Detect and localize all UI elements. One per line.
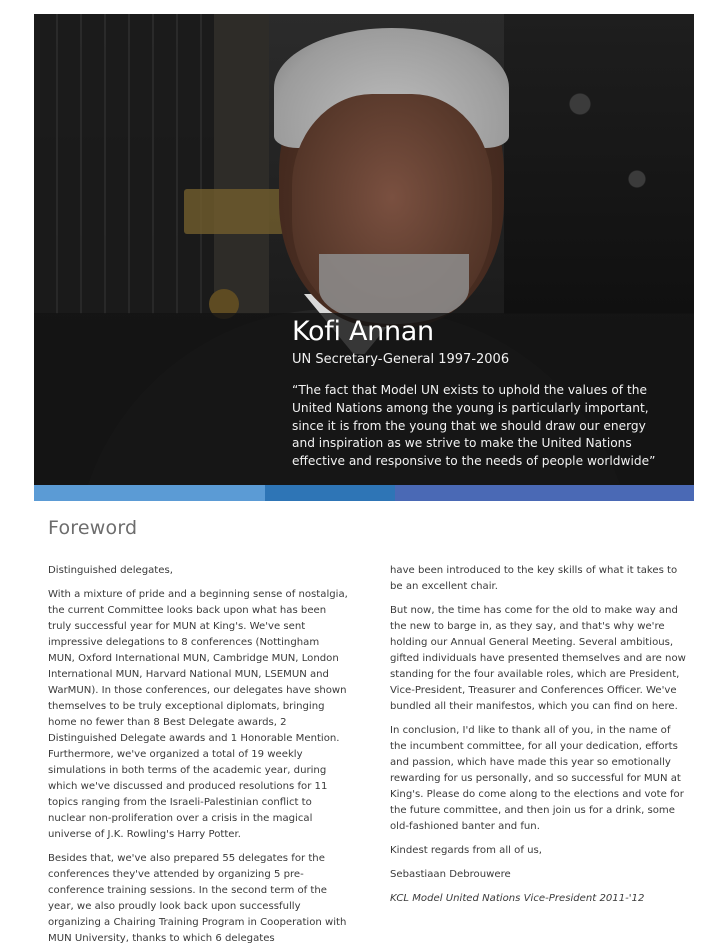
accent-stripe-dark: [395, 485, 694, 501]
left-column: [48, 563, 348, 943]
background-door-right: [504, 14, 694, 314]
person-role: UN Secretary-General 1997-2006: [292, 352, 510, 367]
paragraph: have been introduced to the key skills of what it takes to be an excellent chair.: [390, 565, 678, 592]
right-column: [390, 563, 690, 915]
paragraph: In conclusion, I'd like to thank all of you, in the name of the incumbent committee, for all your dedication, efforts and passion, which have made this year so emotionally rewarding for us personally, and so successful for MUN at King's. Please do come along to the elections and vote for the future committee, and then join us for a drink, some old-fashioned banter and fun.: [390, 725, 684, 832]
caption-text: [292, 313, 672, 471]
accent-stripe-light: [34, 485, 265, 501]
accent-stripe-mid: [265, 485, 395, 501]
background-pillar: [214, 14, 269, 314]
signature-title: KCL Model United Nations Vice-President 2011-'12: [390, 893, 645, 904]
paragraph: Distinguished delegates,: [48, 565, 173, 576]
person-name: Kofi Annan: [292, 316, 434, 347]
quote-caption: [34, 313, 694, 485]
brass-plate: [184, 189, 284, 234]
paragraph: But now, the time has come for the old to make way and the new to barge in, as they say, and that's why we're holding our Annual General Meeting. Several ambitious, gifted individuals have presented themselves and are now standing for the four available roles, which are President, Vice-President, Treasurer and Conferences Officer. We've bundled all their manifestos, which you can find on here.: [390, 605, 686, 712]
paragraph: Besides that, we've also prepared 55 delegates for the conferences they've attended by organizing 5 pre-conference training sessions. In the second term of the year, we also proudly look back upon successfully organizing a Chairing Training Program in Cooperation with MUN University, thanks to which 6 delegates: [48, 853, 347, 943]
signature-name: Sebastiaan Debrouwere: [390, 869, 511, 880]
section-heading: Foreword: [48, 517, 138, 539]
person-quote: “The fact that Model UN exists to uphold the values of the United Nations among the young is particularly important, since it is from the young that we should draw our energy and inspiration as we strive to make the United Nations effective and responsive to the needs of people worldwide”: [292, 383, 656, 469]
closing: Kindest regards from all of us,: [390, 845, 542, 856]
paragraph: With a mixture of pride and a beginning sense of nostalgia, the current Committee looks back upon what has been truly successful year for MUN at King's. We've sent impressive delegations to 8 conferences (Nottingham MUN, Oxford International MUN, Cambridge MUN, London International MUN, Harvard National MUN, LSEMUN and WarMUN). In those conferences, our delegates have shown themselves to be truly exceptional diplomats, bringing home no fewer than 8 Best Delegate awards, 2 Distinguished Delegate awards and 1 Honorable Mention. Furthermore, we've organized a total of 19 weekly simulations in both terms of the academic year, during which we've discussed and produced resolutions for 11 topics ranging from the Israeli-Palestinian conflict to nuclear non-proliferation over a crisis in the magical universe of J.K. Rowling's Harry Potter.: [48, 589, 348, 840]
